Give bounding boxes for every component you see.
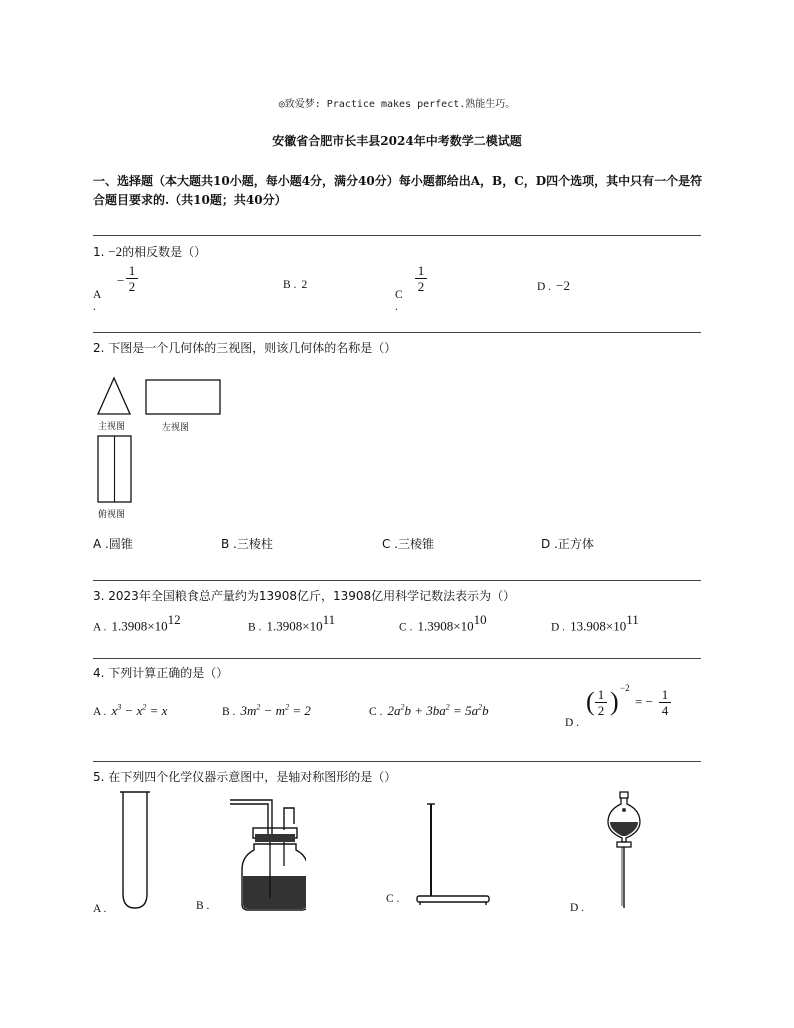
question-divider <box>93 658 701 659</box>
option-value: 2 <box>301 279 308 291</box>
option-c[interactable] <box>369 700 489 719</box>
option-label: A . <box>93 537 109 551</box>
option-math: $x^3 - x^2 = x$ <box>111 702 168 718</box>
option-label: A . <box>93 621 107 634</box>
option-label: D . <box>537 281 552 293</box>
option-d[interactable] <box>537 275 570 294</box>
option-b[interactable] <box>222 700 311 719</box>
option-label: C . <box>386 893 400 905</box>
option-d[interactable] <box>565 683 705 733</box>
question-number: 4. <box>93 666 105 680</box>
option-a[interactable] <box>93 790 173 920</box>
minus-sign: − <box>117 273 125 288</box>
question-2-stem <box>93 339 396 356</box>
numerator: 1 <box>128 263 136 278</box>
question-number: 1. <box>93 245 105 259</box>
option-label: B . <box>222 706 236 718</box>
option-a[interactable] <box>93 700 167 719</box>
fraction <box>415 263 427 294</box>
paren: ) <box>610 687 619 716</box>
option-label: D . <box>565 717 580 729</box>
option-d[interactable] <box>551 612 639 634</box>
exam-title: 安徽省合肥市长丰县2024年中考数学二模试题 <box>272 134 522 148</box>
option-value: 圆锥 <box>108 537 133 551</box>
option-value: −2 <box>556 278 570 293</box>
option-math: $3m^2 - m^2 = 2$ <box>240 702 311 718</box>
question-divider <box>93 235 701 236</box>
stem-text: 在下列四个化学仪器示意图中，是轴对称图形的是（） <box>108 770 397 784</box>
top-view-label: 俯视图 <box>98 510 126 520</box>
option-label: C . <box>399 621 413 634</box>
denominator: 2 <box>128 279 136 294</box>
exponent: 11 <box>322 612 336 627</box>
equals: = − <box>635 694 653 709</box>
option-b[interactable] <box>196 790 316 920</box>
stem-math: −2 <box>108 244 123 259</box>
option-label: D . <box>570 902 585 914</box>
question-4-stem <box>93 664 228 681</box>
option-a[interactable] <box>93 612 181 634</box>
option-label: A . <box>93 903 107 915</box>
question-number: 2. <box>93 341 105 355</box>
question-divider <box>93 761 701 762</box>
base: 1.3908×10 <box>266 618 323 634</box>
fraction: 1 4 <box>659 687 671 718</box>
question-3-stem <box>93 587 515 604</box>
motto-header: ◎致爱梦: Practice makes perfect.熟能生巧。 <box>278 99 516 110</box>
option-label: C . <box>382 537 399 551</box>
question-number: 3. <box>93 589 105 603</box>
question-divider <box>93 332 701 333</box>
question-1-stem <box>93 243 206 260</box>
stem-text: 下图是一个几何体的三视图，则该几何体的名称是（） <box>108 341 397 355</box>
left-view-rectangle <box>146 380 220 414</box>
test-tube-icon <box>119 790 155 915</box>
option-label: D . <box>551 621 566 634</box>
question-5-stem <box>93 768 396 785</box>
denominator: 2 <box>417 279 425 294</box>
three-view-diagram <box>93 372 233 522</box>
option-c[interactable] <box>399 612 487 634</box>
question-divider <box>93 580 701 581</box>
option-label: A . <box>93 706 107 718</box>
option-value: 三棱锥 <box>398 537 435 551</box>
paren: ( <box>586 687 595 716</box>
question-1-options <box>93 263 713 313</box>
option-label: B . <box>283 279 297 291</box>
base: 13.908×10 <box>570 618 627 634</box>
fraction: 1 2 <box>595 687 607 718</box>
front-view-label: 主视图 <box>98 422 126 432</box>
option-b[interactable] <box>221 535 273 552</box>
question-number: 5. <box>93 770 105 784</box>
option-d[interactable] <box>570 790 670 915</box>
separatory-funnel-icon <box>600 790 650 912</box>
option-d[interactable] <box>541 535 594 552</box>
base: 1.3908×10 <box>417 618 474 634</box>
option-math: $2a^2b + 3ba^2 = 5a^2b$ <box>387 702 489 718</box>
option-value: 正方体 <box>557 537 594 551</box>
option-label: D . <box>541 537 558 551</box>
option-label: B . <box>248 621 262 634</box>
exponent: 10 <box>473 612 487 627</box>
stem-text: 下列计算正确的是（） <box>108 666 229 680</box>
gas-washing-bottle-icon <box>226 794 306 916</box>
numerator: 1 <box>417 263 425 278</box>
exponent: −2 <box>620 683 630 693</box>
exponent: 12 <box>167 612 181 627</box>
section-heading: 一、选择题（本大题共10小题，每小题4分，满分40分）每小题都给出A，B，C，D四个选项，其中只有一个是符合题目要求的.（共10题；共40分） <box>93 174 703 207</box>
option-c[interactable] <box>382 535 434 552</box>
front-view-triangle <box>98 378 130 414</box>
stem-text: 的相反数是（） <box>122 245 207 259</box>
option-label: A . <box>93 289 101 313</box>
left-view-label: 左视图 <box>162 423 190 433</box>
base: 1.3908×10 <box>111 618 168 634</box>
option-label: C . <box>369 706 383 718</box>
option-value: 三棱柱 <box>236 537 273 551</box>
option-b[interactable] <box>283 273 307 292</box>
exponent: 11 <box>626 612 639 627</box>
option-label: B . <box>221 537 237 551</box>
option-a[interactable] <box>93 535 133 552</box>
option-label: B . <box>196 900 210 912</box>
option-c[interactable] <box>386 800 506 915</box>
option-label: C . <box>395 289 403 313</box>
fraction <box>126 263 138 294</box>
stem-text: 2023年全国粮食总产量约为13908亿斤，13908亿用科学记数法表示为（） <box>108 589 516 603</box>
option-b[interactable] <box>248 612 335 634</box>
iron-stand-icon <box>411 800 496 910</box>
